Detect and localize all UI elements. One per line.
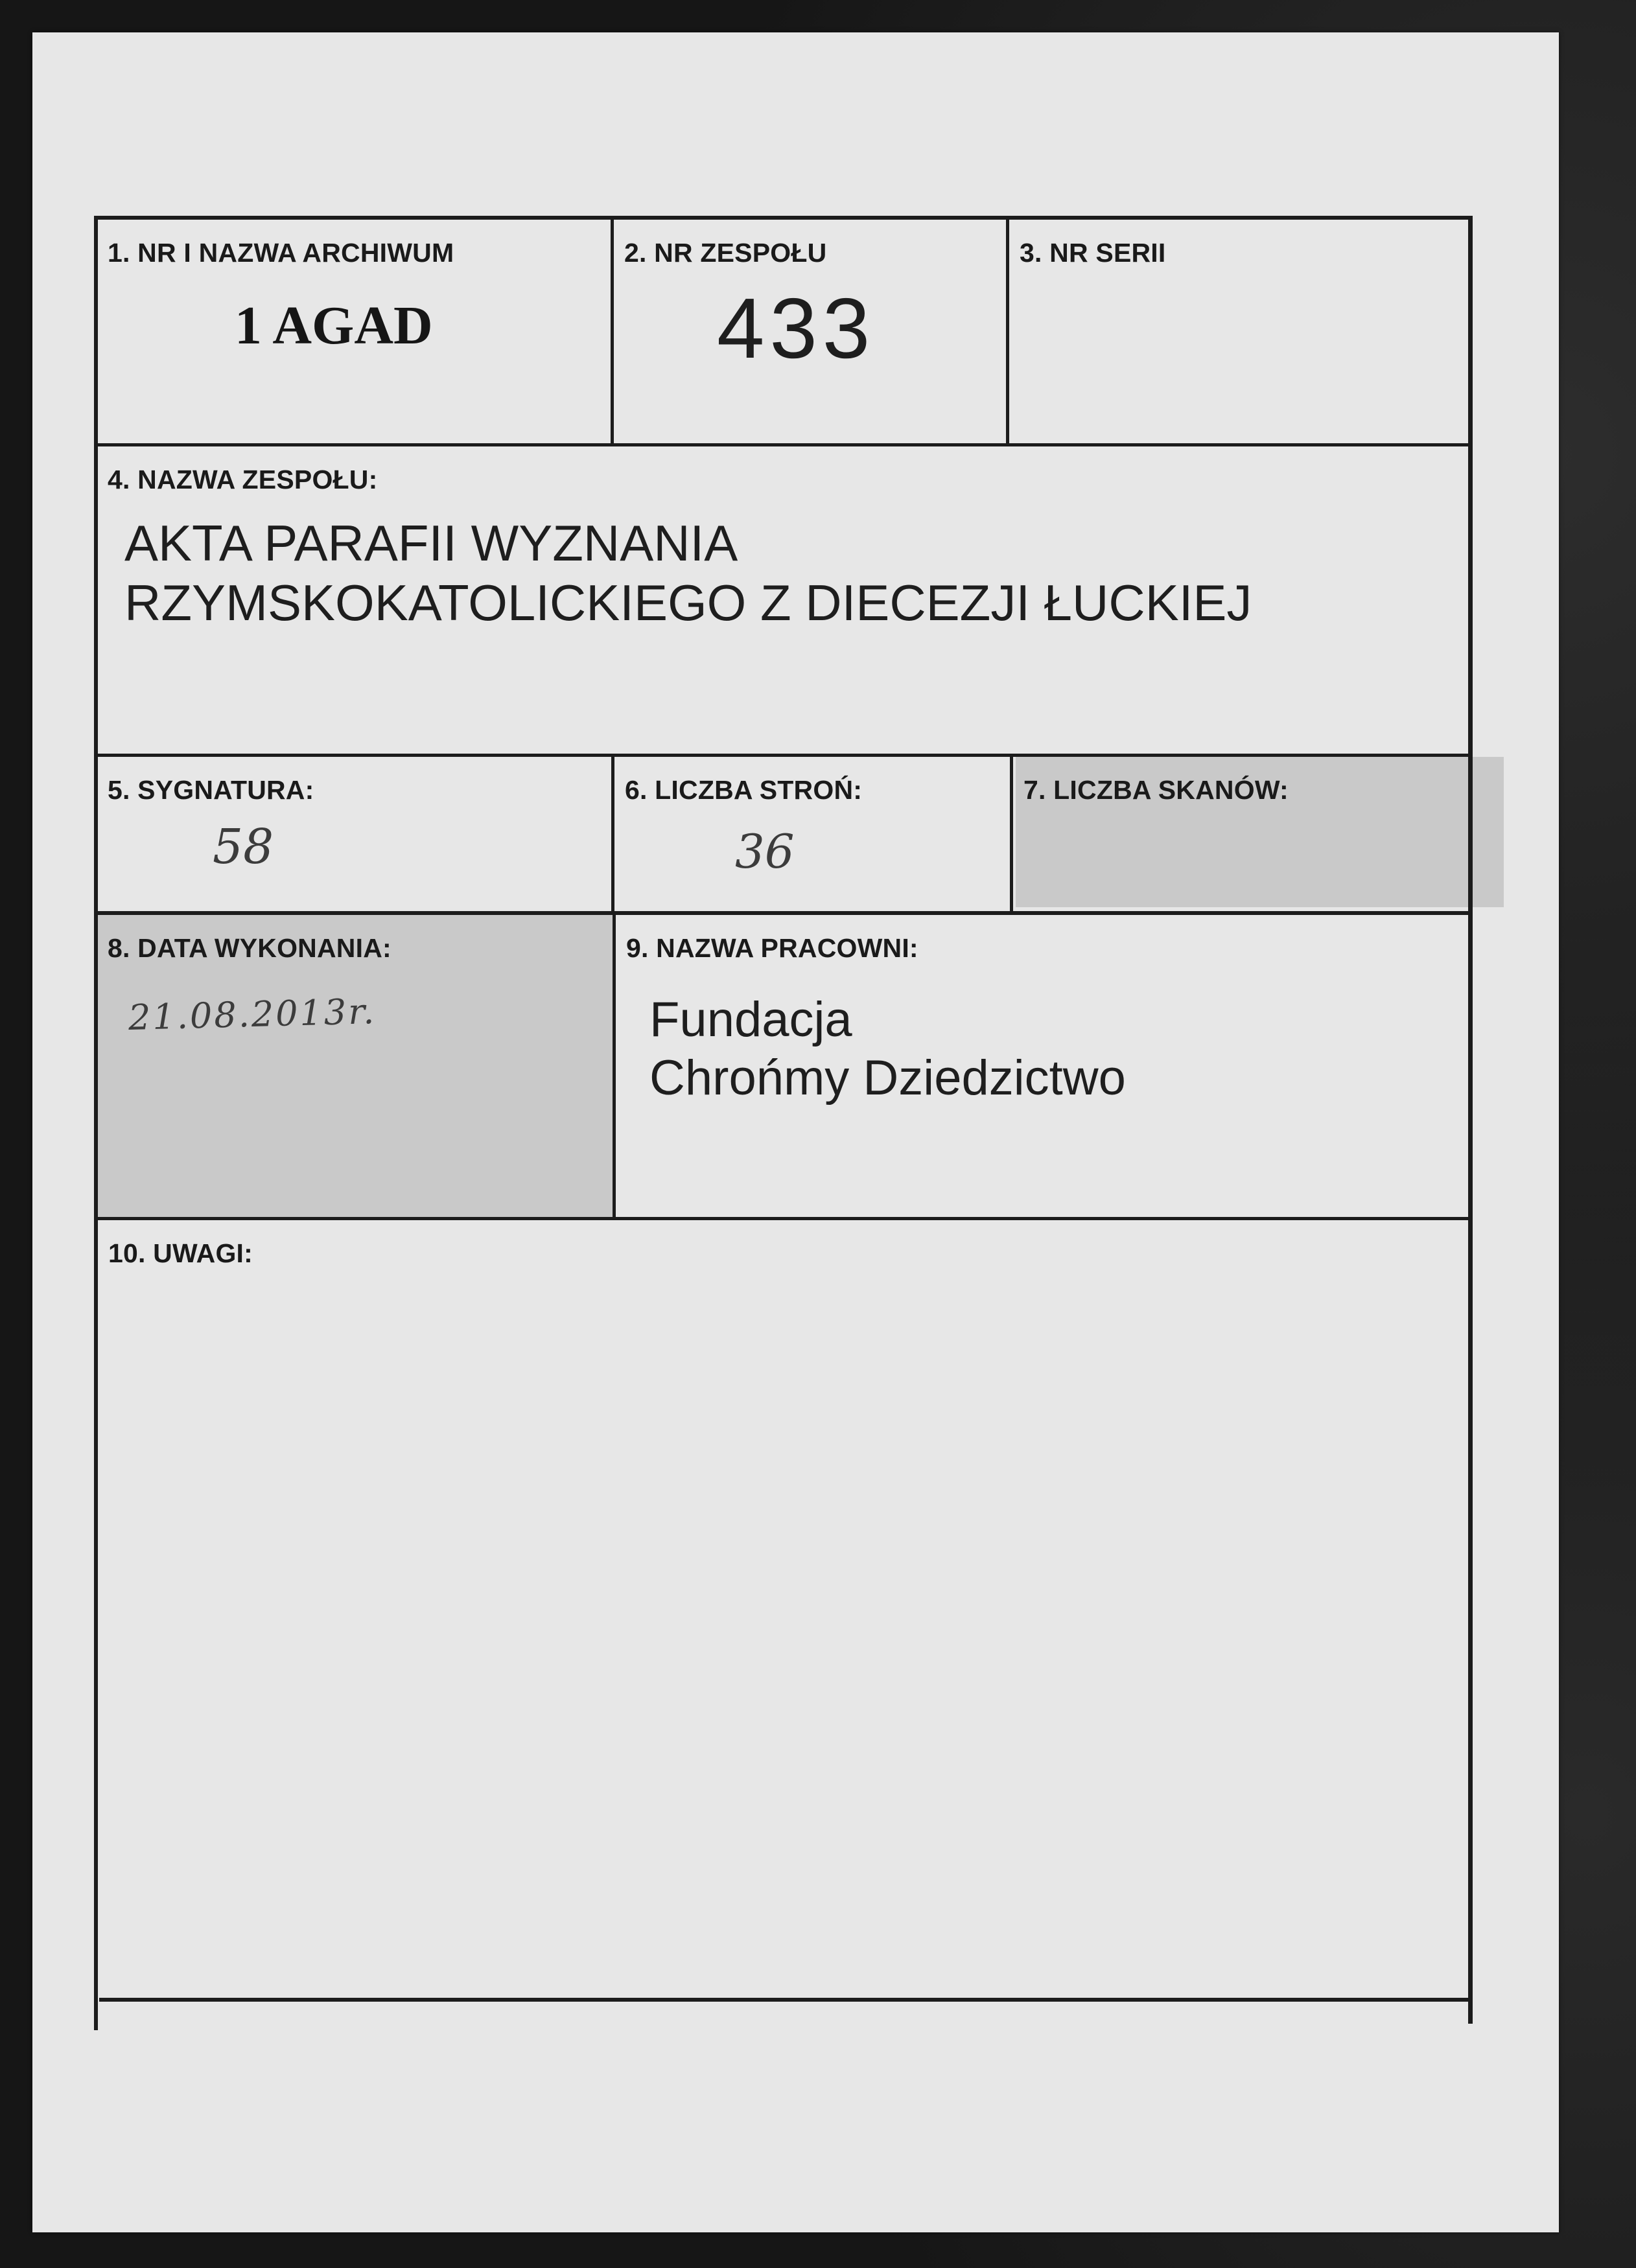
field-signature [97, 757, 611, 911]
remarks-label: 10. UWAGI: [108, 1238, 253, 1268]
workshop-name-label: 9. NAZWA PRACOWNI: [626, 933, 918, 963]
workshop-name-line1: Fundacja [649, 992, 852, 1047]
archive-card-sheet [32, 32, 1559, 2232]
field-execution-date [97, 915, 613, 1217]
field-workshop-name [616, 915, 1468, 1217]
field-scan-count [1013, 757, 1468, 911]
frame-right [1468, 216, 1473, 2024]
execution-date-value-handwritten: 21.08.2013r. [128, 991, 377, 1038]
field-fonds-number [614, 220, 1006, 443]
field-archive [97, 220, 611, 443]
scan-count-label: 7. LICZBA SKANÓW: [1023, 775, 1289, 805]
execution-date-label: 8. DATA WYKONANIA: [108, 933, 391, 963]
fonds-name-line2: RZYMSKOKATOLICKIEGO Z DIECEZJI ŁUCKIEJ [124, 574, 1252, 631]
fonds-name-line1: AKTA PARAFII WYZNANIA [124, 515, 738, 572]
archive-label: 1. NR I NAZWA ARCHIWUM [108, 238, 454, 268]
archive-value: 1 AGAD [235, 295, 433, 356]
workshop-name-line2: Chrońmy Dziedzictwo [649, 1050, 1126, 1105]
field-fonds-name [97, 446, 1468, 754]
signature-value-handwritten: 58 [213, 819, 274, 875]
frame-bottom [99, 1998, 1471, 2002]
page-count-label: 6. LICZBA STROŃ: [625, 775, 863, 805]
fonds-number-value: 433 [717, 281, 876, 376]
field-remarks [98, 1220, 1468, 1998]
field-series-number [1009, 220, 1468, 443]
series-number-label: 3. NR SERII [1020, 238, 1166, 268]
page-count-value-handwritten: 36 [735, 824, 795, 879]
fonds-number-label: 2. NR ZESPOŁU [624, 238, 827, 268]
fonds-name-label: 4. NAZWA ZESPOŁU: [108, 465, 378, 494]
field-page-count [614, 757, 1010, 911]
signature-label: 5. SYGNATURA: [108, 775, 314, 805]
